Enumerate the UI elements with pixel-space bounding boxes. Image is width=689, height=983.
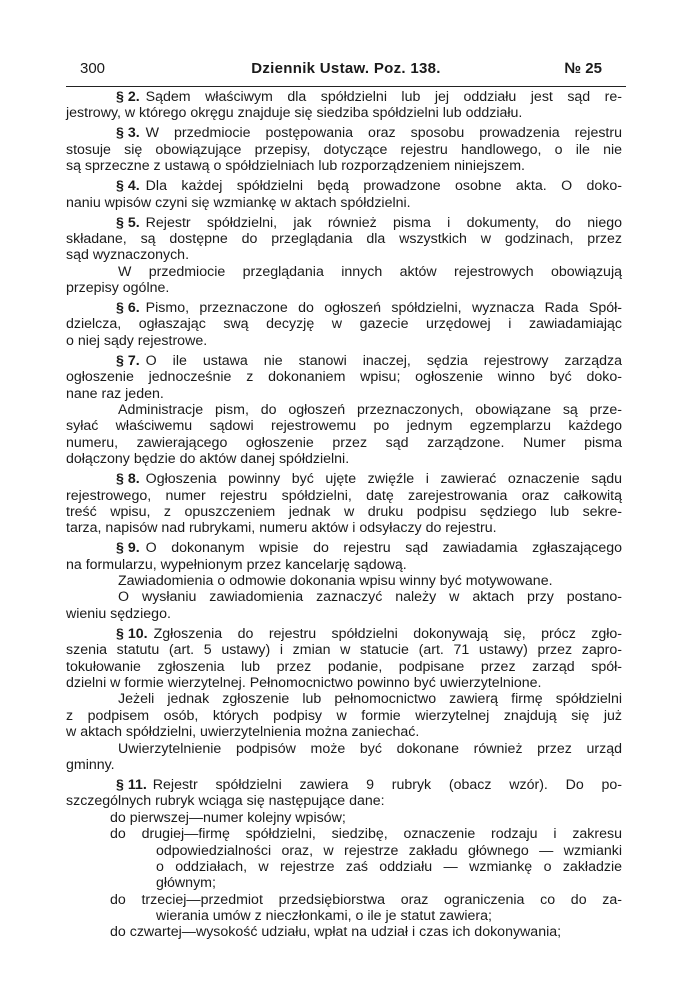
section	[66, 353, 622, 468]
text-line	[66, 353, 622, 369]
text-line	[66, 540, 622, 556]
line-text: jestrowy, w którego okręgu znajduje się siedziba spółdzielni lub oddziału.	[66, 105, 523, 122]
section-label: § 2.	[116, 89, 140, 105]
text-line	[66, 843, 622, 859]
line-text: Sądem właściwym dla spółdzielni lub jej oddziału jest sąd re-	[145, 89, 622, 105]
line-text: w aktach spółdzielni, uwierzytelnienia można zaniechać.	[66, 724, 420, 741]
line-text: treść wpisu, z opuszczeniem jednak w druku podpisu sędziego lub sekre-	[66, 503, 622, 520]
section	[66, 540, 622, 622]
text-line	[66, 142, 622, 158]
line-text: dzielcza, ogłaszając swą decyzję w gazecie urzędowej i zawiadamiając	[66, 316, 622, 333]
section	[66, 215, 622, 297]
text-line	[66, 504, 622, 520]
line-text: Ogłoszenia powinny być ujęte zwięźle i zawierać oznaczenie sądu	[145, 471, 622, 488]
section	[66, 777, 622, 941]
line-text: Uwierzytelnienie podpisów może być dokonane również przez urząd	[118, 740, 622, 757]
text-line	[66, 675, 622, 691]
line-text: ogłoszenie jednocześnie z dokonaniem wpisu; ogłoszenie winno być doko-	[66, 369, 622, 386]
section	[66, 178, 622, 211]
text-line	[66, 451, 622, 467]
line-text: nane raz jeden.	[66, 385, 164, 402]
text-line	[66, 741, 622, 757]
line-text: wierania umów z nieczłonkami, o ile je statut zawiera;	[156, 908, 492, 925]
text-line	[66, 892, 622, 908]
line-text: naniu wpisów czyni się wzmiankę w aktach spółdzielni.	[66, 194, 411, 211]
line-text: Jeżeli jednak zgłoszenie lub pełnomocnictwo zawierą firmę spółdzielni	[118, 691, 622, 708]
text-line	[66, 573, 622, 589]
text-line	[66, 125, 622, 141]
line-text: gminny.	[66, 756, 115, 773]
line-text: składane, są dostępne do przeglądania dla wszystkich w godzinach, przez	[66, 230, 622, 247]
text-line	[66, 280, 622, 296]
line-text: O dokonanym wpisie do rejestru sąd zawiadamia zgłaszającego	[145, 540, 622, 557]
line-text: odpowiedzialności oraz, w rejestrze zakładu głównego — wzmianki	[156, 842, 622, 859]
line-text: są sprzeczne z ustawą o spółdzielniach lub rozporządzeniem niniejszem.	[66, 158, 525, 175]
text-line	[66, 793, 622, 809]
text-line	[66, 178, 622, 194]
text-line	[66, 659, 622, 675]
text-line	[66, 626, 622, 642]
text-line	[66, 247, 622, 263]
line-text: Rejestr spółdzielni, jak również pisma i dokumenty, do niego	[145, 214, 622, 231]
line-text: dzielni w formie wierzytelnej. Pełnomocnictwo powinno być uwierzytelnione.	[66, 675, 542, 692]
line-text: sąd wyznaczonych.	[66, 247, 190, 264]
page-header	[66, 60, 626, 82]
section-label: § 4.	[116, 178, 140, 195]
text-line	[66, 826, 622, 842]
line-text: z podpisem osób, których podpisy w formie wierzytelnej znajdują się już	[66, 707, 622, 724]
line-text: Administracje pism, do ogłoszeń przeznaczonych, obowiązane są prze-	[118, 402, 622, 418]
section	[66, 471, 622, 537]
section-label: § 5.	[116, 214, 140, 231]
text-line	[66, 520, 622, 536]
line-text: numeru, zawierającego ogłoszenie przez sąd zarządzone. Numer pisma	[66, 434, 622, 451]
line-text: o oddziałach, w rejestrze zaś oddziału — wzmiankę o zakładzie	[156, 858, 622, 875]
text-line	[66, 105, 622, 121]
text-line	[66, 875, 622, 891]
section-label: § 9.	[116, 540, 140, 557]
section-label: § 10.	[116, 625, 148, 642]
line-text: O ile ustawa nie stanowi inaczej, sędzia rejestrowy zarządza	[145, 352, 622, 369]
page-number: 300	[80, 60, 106, 77]
text-line	[66, 557, 622, 573]
section	[66, 626, 622, 774]
line-text: o niej sądy rejestrowe.	[66, 332, 208, 349]
text-line	[66, 264, 622, 280]
issue-number: № 25	[564, 60, 602, 77]
text-line	[66, 757, 622, 773]
text-line	[66, 316, 622, 332]
line-text: W przedmiocie przeglądania innych aktów rejestrowych obowiązują	[118, 263, 622, 280]
text-line	[66, 810, 622, 826]
line-text: Zgłoszenia do rejestru spółdzielni dokonywają się, prócz zgło-	[153, 625, 622, 642]
line-text: przepisy ogólne.	[66, 280, 170, 297]
text-line	[66, 231, 622, 247]
line-text: stosuje się obowiązujące przepisy, dotyczące rejestru handlowego, o ile nie	[66, 141, 622, 158]
text-line	[66, 589, 622, 605]
line-text: Pismo, przeznaczone do ogłoszeń spółdzielni, wyznacza Rada Spół-	[145, 300, 622, 317]
line-text: Dla każdej spółdzielni będą prowadzone osobne akta. O doko-	[145, 178, 622, 195]
line-text: Zawiadomienia o odmowie dokonania wpisu winny być motywowane.	[118, 573, 553, 590]
section-label: § 6.	[116, 300, 140, 317]
line-text: tokułowanie zgłoszenia lub przez podanie, podpisane przez zarząd spół-	[66, 658, 622, 675]
text-line	[66, 724, 622, 740]
line-text: dołączony będzie do aktów danej spółdzielni.	[66, 451, 350, 468]
text-line	[66, 195, 622, 211]
text-line	[66, 300, 622, 316]
text-line	[66, 488, 622, 504]
text-line	[66, 215, 622, 231]
text-line	[66, 158, 622, 174]
text-line	[66, 333, 622, 349]
line-text: do czwartej—wysokość udziału, wpłat na udział i czas ich dokonywania;	[110, 924, 562, 941]
line-text: głównym;	[156, 875, 216, 892]
journal-title: Dziennik Ustaw. Poz. 138.	[251, 60, 441, 77]
line-text: szczególnych rubryk wciąga się następujące dane:	[66, 793, 385, 810]
line-text: do trzeciej—przedmiot przedsiębiorstwa oraz ograniczenia co do za-	[110, 891, 622, 908]
text-line	[66, 606, 622, 622]
text-line	[66, 642, 622, 658]
text-line	[66, 908, 622, 924]
text-line	[66, 859, 622, 875]
line-text: do drugiej—firmę spółdzielni, siedzibę, oznaczenie rodzaju i zakresu	[110, 826, 622, 843]
text-line	[66, 402, 622, 418]
header-rule	[66, 86, 626, 87]
text-line	[66, 89, 622, 105]
text-line	[66, 691, 622, 707]
text-line	[66, 471, 622, 487]
section-label: § 8.	[116, 471, 140, 488]
text-line	[66, 435, 622, 451]
text-line	[66, 386, 622, 402]
document-body	[66, 89, 622, 944]
line-text: tarza, napisów nad rubrykami, numeru aktów i odsyłaczy do rejestru.	[66, 520, 497, 537]
text-line	[66, 369, 622, 385]
line-text: do pierwszej—numer kolejny wpisów;	[110, 809, 346, 826]
line-text: W przedmiocie postępowania oraz sposobu prowadzenia rejestru	[145, 125, 622, 142]
text-line	[66, 708, 622, 724]
section-label: § 3.	[116, 125, 140, 142]
text-line	[66, 418, 622, 434]
section	[66, 125, 622, 174]
line-text: O wysłaniu zawiadomienia zaznaczyć należy w aktach przy postano-	[118, 589, 622, 606]
section	[66, 89, 622, 122]
text-line	[66, 777, 622, 793]
section-label: § 7.	[116, 352, 140, 369]
line-text: wieniu sędziego.	[66, 605, 171, 622]
section	[66, 300, 622, 349]
line-text: rejestrowego, numer rejestru spółdzielni, datę zarejestrowania oraz całkowitą	[66, 487, 622, 504]
section-label: § 11.	[116, 776, 147, 793]
text-line	[66, 924, 622, 940]
line-text: Rejestr spółdzielni zawiera 9 rubryk (obacz wzór). Do po-	[152, 776, 622, 793]
line-text: na formularzu, wypełnionym przez kancelarję sądową.	[66, 556, 407, 573]
line-text: syłać właściwemu sądowi rejestrowemu po jednym egzemplarzu każdego	[66, 418, 622, 435]
line-text: szenia statutu (art. 5 ustawy) i zmian w statucie (art. 71 ustawy) przez zapro-	[66, 642, 622, 659]
